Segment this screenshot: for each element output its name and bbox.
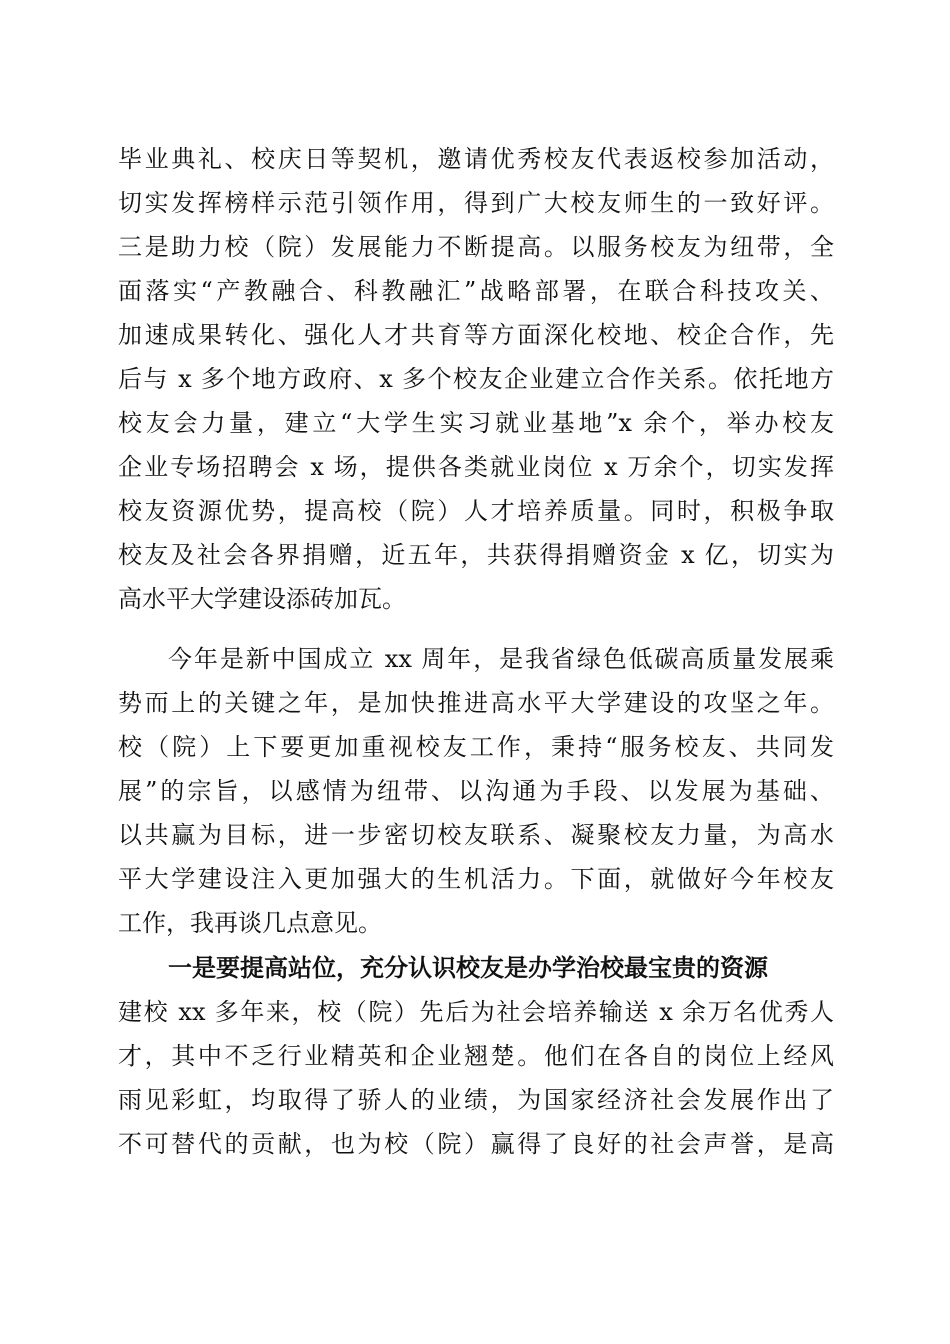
text-line: 高水平大学建设添砖加瓦。: [118, 585, 406, 613]
text-line: 面落实“产教融合、科教融汇”战略部署，在联合科技攻关、: [118, 277, 834, 305]
section-heading: 一是要提高站位，充分认识校友是办学治校最宝贵的资源: [168, 953, 768, 982]
text-line: 校友会力量，建立“大学生实习就业基地”x 余个，举办校友: [118, 409, 834, 437]
text-line: 三是助力校（院）发展能力不断提高。以服务校友为纽带，全: [118, 233, 834, 261]
text-line: 才，其中不乏行业精英和企业翘楚。他们在各自的岗位上经风: [118, 1042, 834, 1070]
text-line: 加速成果转化、强化人才共育等方面深化校地、校企合作，先: [118, 321, 834, 349]
text-line: 后与 x 多个地方政府、x 多个校友企业建立合作关系。依托地方: [118, 365, 834, 393]
text-line: 毕业典礼、校庆日等契机，邀请优秀校友代表返校参加活动，: [118, 145, 834, 173]
text-line: 工作，我再谈几点意见。: [118, 909, 382, 937]
text-line: 今年是新中国成立 xx 周年，是我省绿色低碳高质量发展乘: [168, 645, 834, 673]
text-line: 展”的宗旨，以感情为纽带、以沟通为手段、以发展为基础、: [118, 777, 834, 805]
text-line: 切实发挥榜样示范引领作用，得到广大校友师生的一致好评。: [118, 189, 834, 217]
text-line: 雨见彩虹，均取得了骄人的业绩，为国家经济社会发展作出了: [118, 1086, 834, 1114]
paragraph-achievements: [118, 137, 834, 621]
text-line: 企业专场招聘会 x 场，提供各类就业岗位 x 万余个，切实发挥: [118, 453, 834, 481]
text-line: 平大学建设注入更加强大的生机活力。下面，就做好今年校友: [118, 865, 834, 893]
text-line: 建校 xx 多年来，校（院）先后为社会培养输送 x 余万名优秀人: [118, 998, 834, 1026]
text-line: 不可替代的贡献，也为校（院）赢得了良好的社会声誉，是高: [118, 1130, 834, 1158]
text-line: 校友及社会各界捐赠，近五年，共获得捐赠资金 x 亿，切实为: [118, 541, 834, 569]
text-line: 以共赢为目标，进一步密切校友联系、凝聚校友力量，为高水: [118, 821, 834, 849]
text-line: 势而上的关键之年，是加快推进高水平大学建设的攻坚之年。: [118, 689, 834, 717]
paragraph-this-year: [118, 637, 834, 945]
paragraph-first-point: [118, 946, 834, 1166]
text-line: 校（院）上下要更加重视校友工作，秉持“服务校友、共同发: [118, 733, 834, 761]
text-line: 校友资源优势，提高校（院）人才培养质量。同时，积极争取: [118, 497, 834, 525]
